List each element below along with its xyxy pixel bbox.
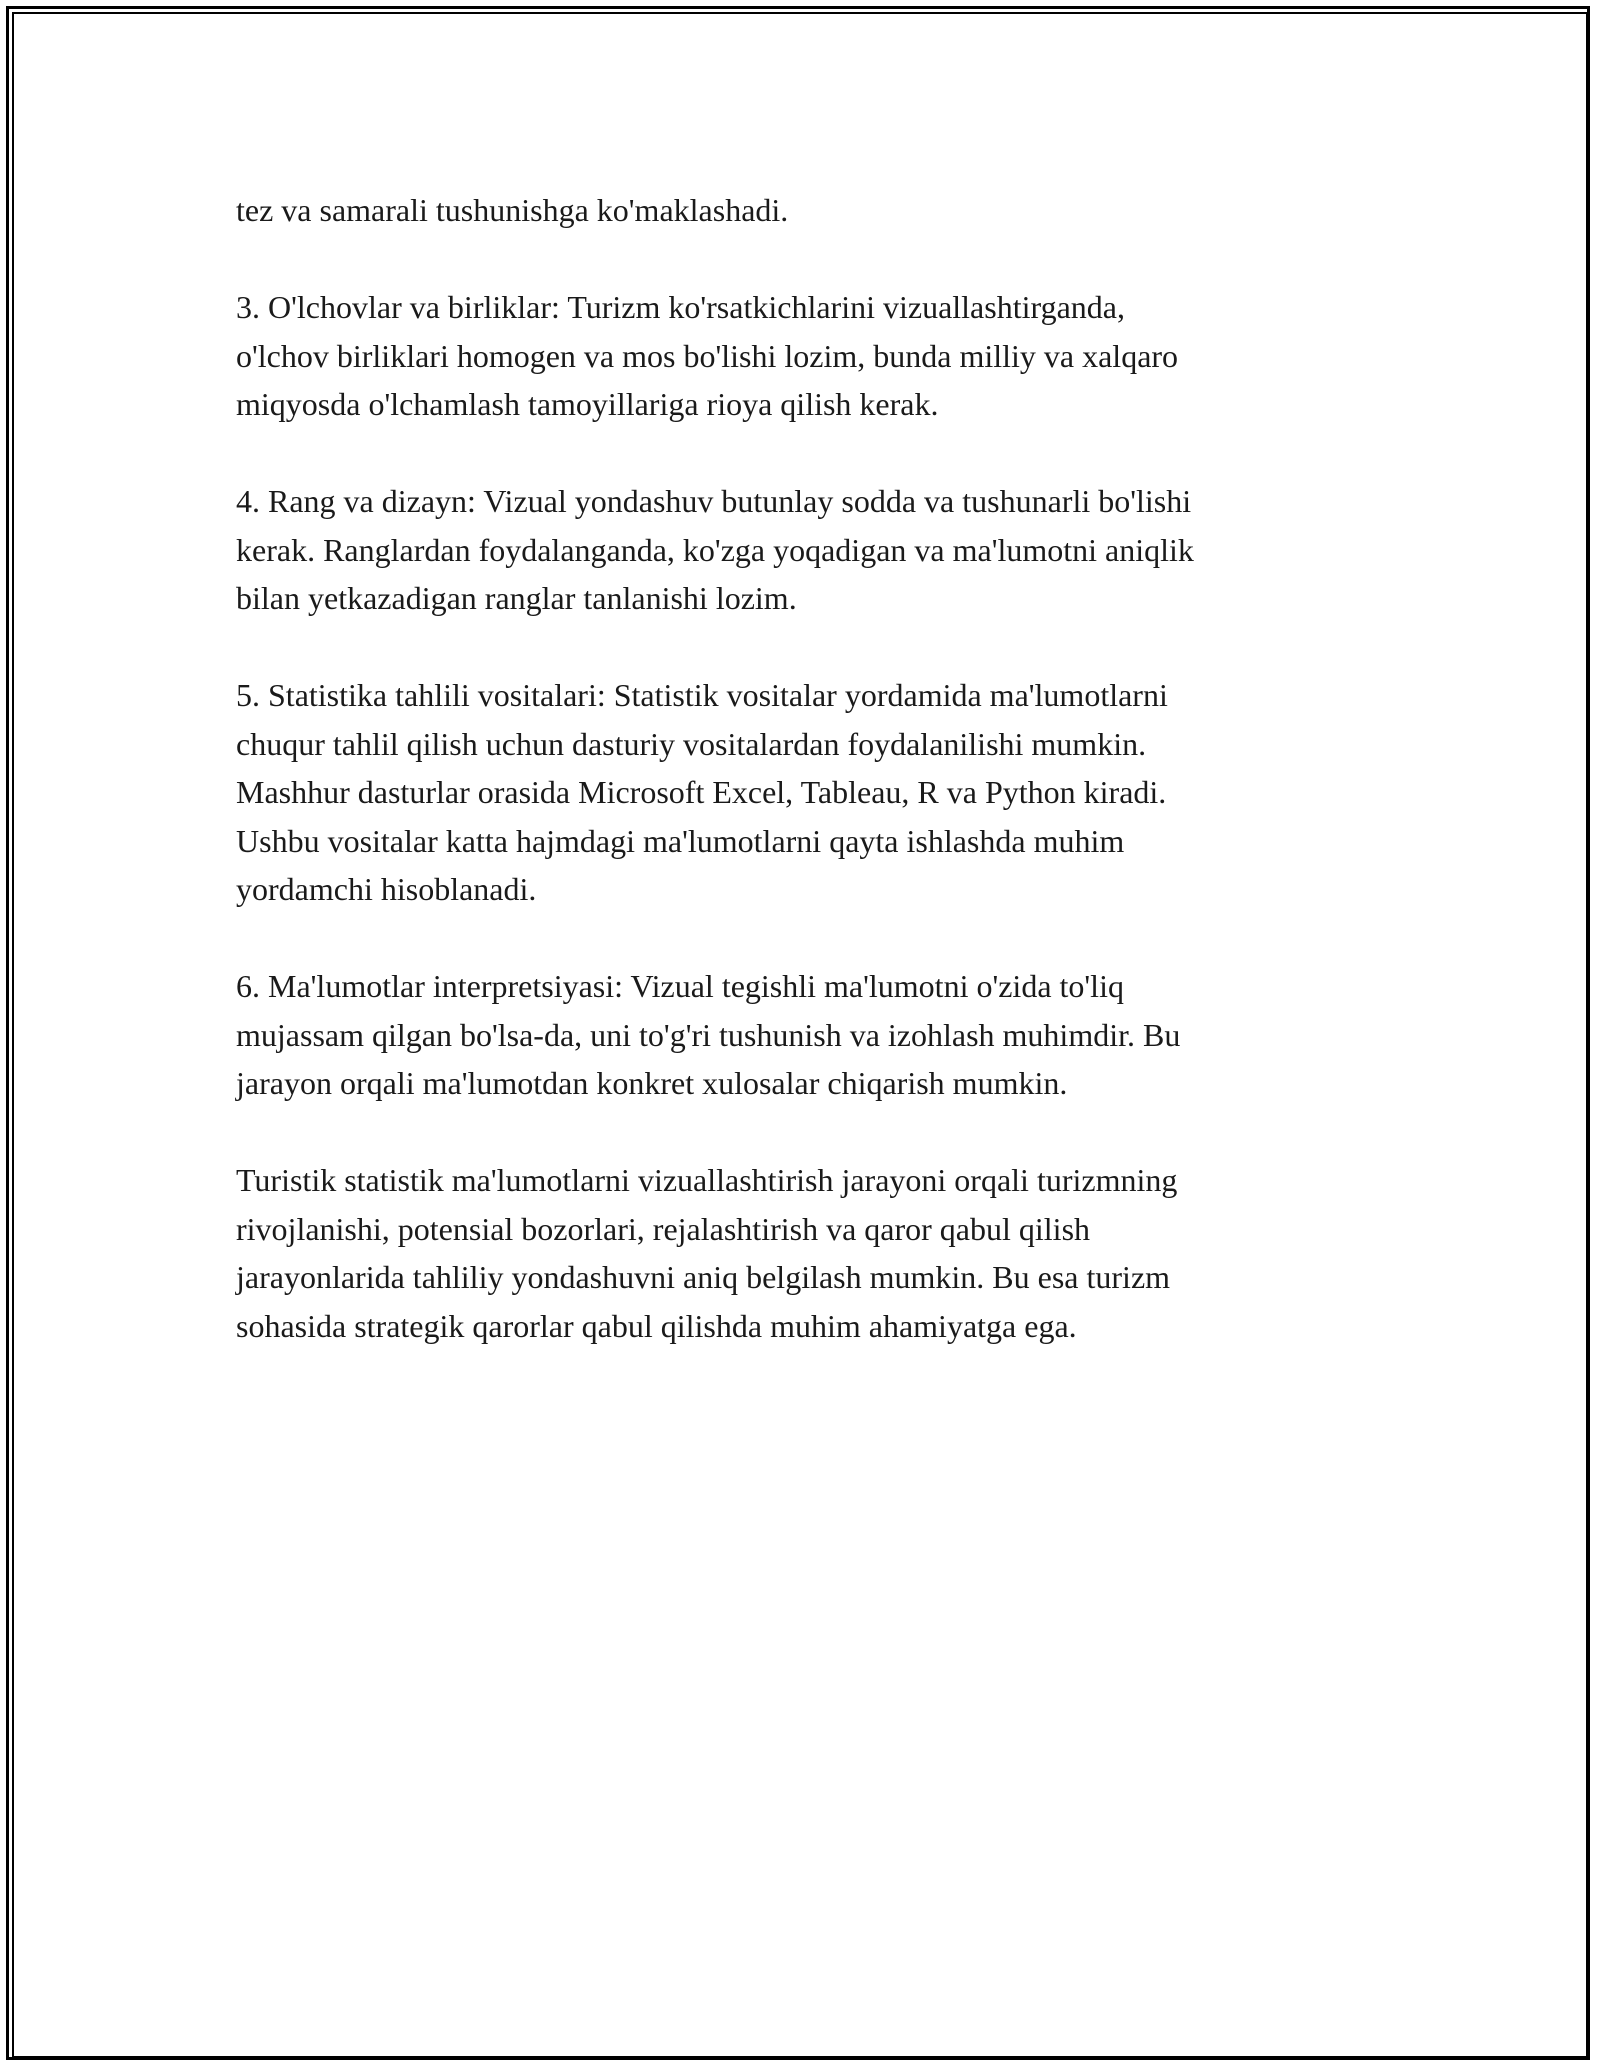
document-body <box>236 186 1376 1399</box>
paragraph-conclusion: Turistik statistik ma'lumotlarni vizuallashtirish jarayoni orqali turizmning rivojlanishi, potensial bozorlari, rejalashtirish va qaror qabul qilish jarayonlarida tahliliy yondashuvni aniq belgilash mumkin. Bu esa turizm sohasida strategik qarorlar qabul qilishda muhim ahamiyatga ega. <box>236 1162 1178 1344</box>
paragraph-statistics-tools: 5. Statistika tahlili vositalari: Statistik vositalar yordamida ma'lumotlarni chuqur tahlil qilish uchun dasturiy vositalardan foydalanilishi mumkin. Mashhur dasturlar orasida Microsoft Excel, Tableau, R va Python kiradi. Ushbu vositalar katta hajmdagi ma'lumotlarni qayta ishlashda muhim yordamchi hisoblanadi. <box>236 677 1168 907</box>
paragraph-measurements-units: 3. O'lchovlar va birliklar: Turizm ko'rsatkichlarini vizuallashtirganda, o'lchov birliklari homogen va mos bo'lishi lozim, bunda milliy va xalqaro miqyosda o'lchamlash tamoyillariga rioya qilish kerak. <box>236 289 1179 422</box>
paragraph-color-design: 4. Rang va dizayn: Vizual yondashuv butunlay sodda va tushunarli bo'lishi kerak. Ranglardan foydalanganda, ko'zga yoqadigan va ma'lumotni aniqlik bilan yetkazadigan ranglar tanlanishi lozim. <box>236 483 1194 616</box>
paragraph-data-interpretation: 6. Ma'lumotlar interpretsiyasi: Vizual tegishli ma'lumotni o'zida to'liq mujassam qilgan bo'lsa-da, uni to'g'ri tushunish va izohlash muhimdir. Bu jarayon orqali ma'lumotdan konkret xulosalar chiqarish mumkin. <box>236 968 1181 1101</box>
paragraph-intro-continuation: tez va samarali tushunishga ko'maklashadi. <box>236 192 789 228</box>
